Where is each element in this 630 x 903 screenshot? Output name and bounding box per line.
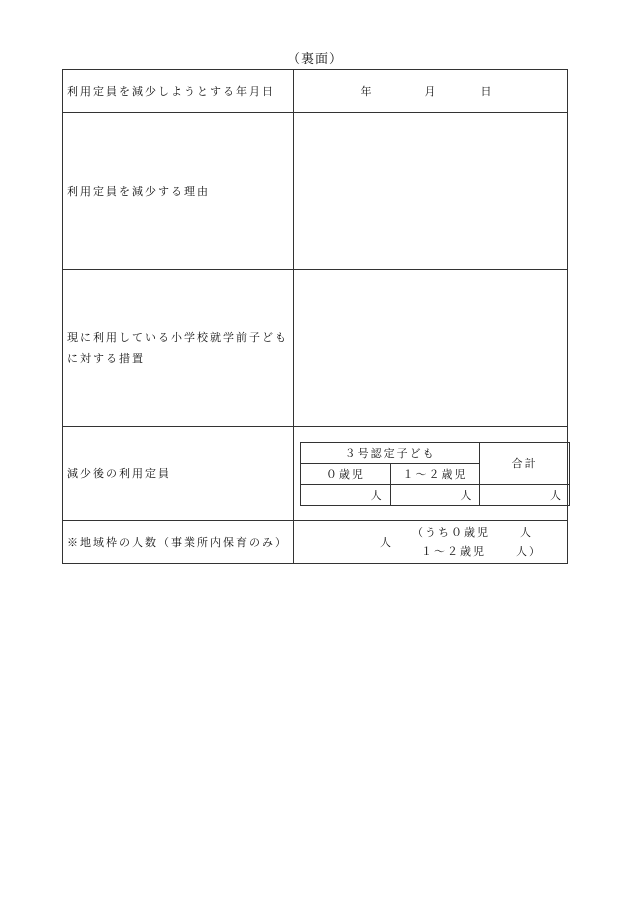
regional-line2 xyxy=(421,543,542,559)
regional-age0-prefix: （うち０歳児 xyxy=(412,526,490,539)
regional-line1 xyxy=(412,524,533,540)
group-header: ３号認定子ども xyxy=(301,442,480,463)
regional-age0-unit: 人 xyxy=(520,526,533,539)
capacity-subtable xyxy=(300,442,570,506)
row-measures xyxy=(63,270,568,427)
age12-header: １～２歳児 xyxy=(390,463,480,484)
capacity-cell xyxy=(294,427,568,521)
row-capacity xyxy=(63,427,568,521)
application-form-table xyxy=(62,69,568,564)
reason-field[interactable] xyxy=(294,113,568,270)
regional-label: ※地域枠の人数（事業所内保育のみ） xyxy=(63,521,294,564)
row-reduction-date xyxy=(63,70,568,113)
age0-header: ０歳児 xyxy=(301,463,391,484)
measures-field[interactable] xyxy=(294,270,568,427)
row-regional xyxy=(63,521,568,564)
age0-count-field[interactable]: 人 xyxy=(301,484,391,505)
row-reason xyxy=(63,113,568,270)
total-header: 合計 xyxy=(480,442,570,484)
capacity-label: 減少後の利用定員 xyxy=(63,427,294,521)
reduction-date-label: 利用定員を減少しようとする年月日 xyxy=(63,70,294,113)
date-month: 月 xyxy=(424,85,438,98)
reason-label: 利用定員を減少する理由 xyxy=(63,113,294,270)
age12-count-field[interactable]: 人 xyxy=(390,484,480,505)
date-year: 年 xyxy=(360,85,374,98)
page-title: （裏面） xyxy=(286,52,343,67)
regional-field[interactable] xyxy=(294,521,568,564)
regional-age12-prefix: １～２歳児 xyxy=(421,545,486,558)
regional-unit: 人 xyxy=(380,536,393,549)
reduction-date-field[interactable] xyxy=(294,70,568,113)
regional-age12-unit: 人） xyxy=(516,545,542,558)
date-day: 日 xyxy=(480,85,494,98)
total-count-field[interactable]: 人 xyxy=(480,484,570,505)
measures-label: 現に利用している小学校就学前子どもに対する措置 xyxy=(63,270,294,427)
